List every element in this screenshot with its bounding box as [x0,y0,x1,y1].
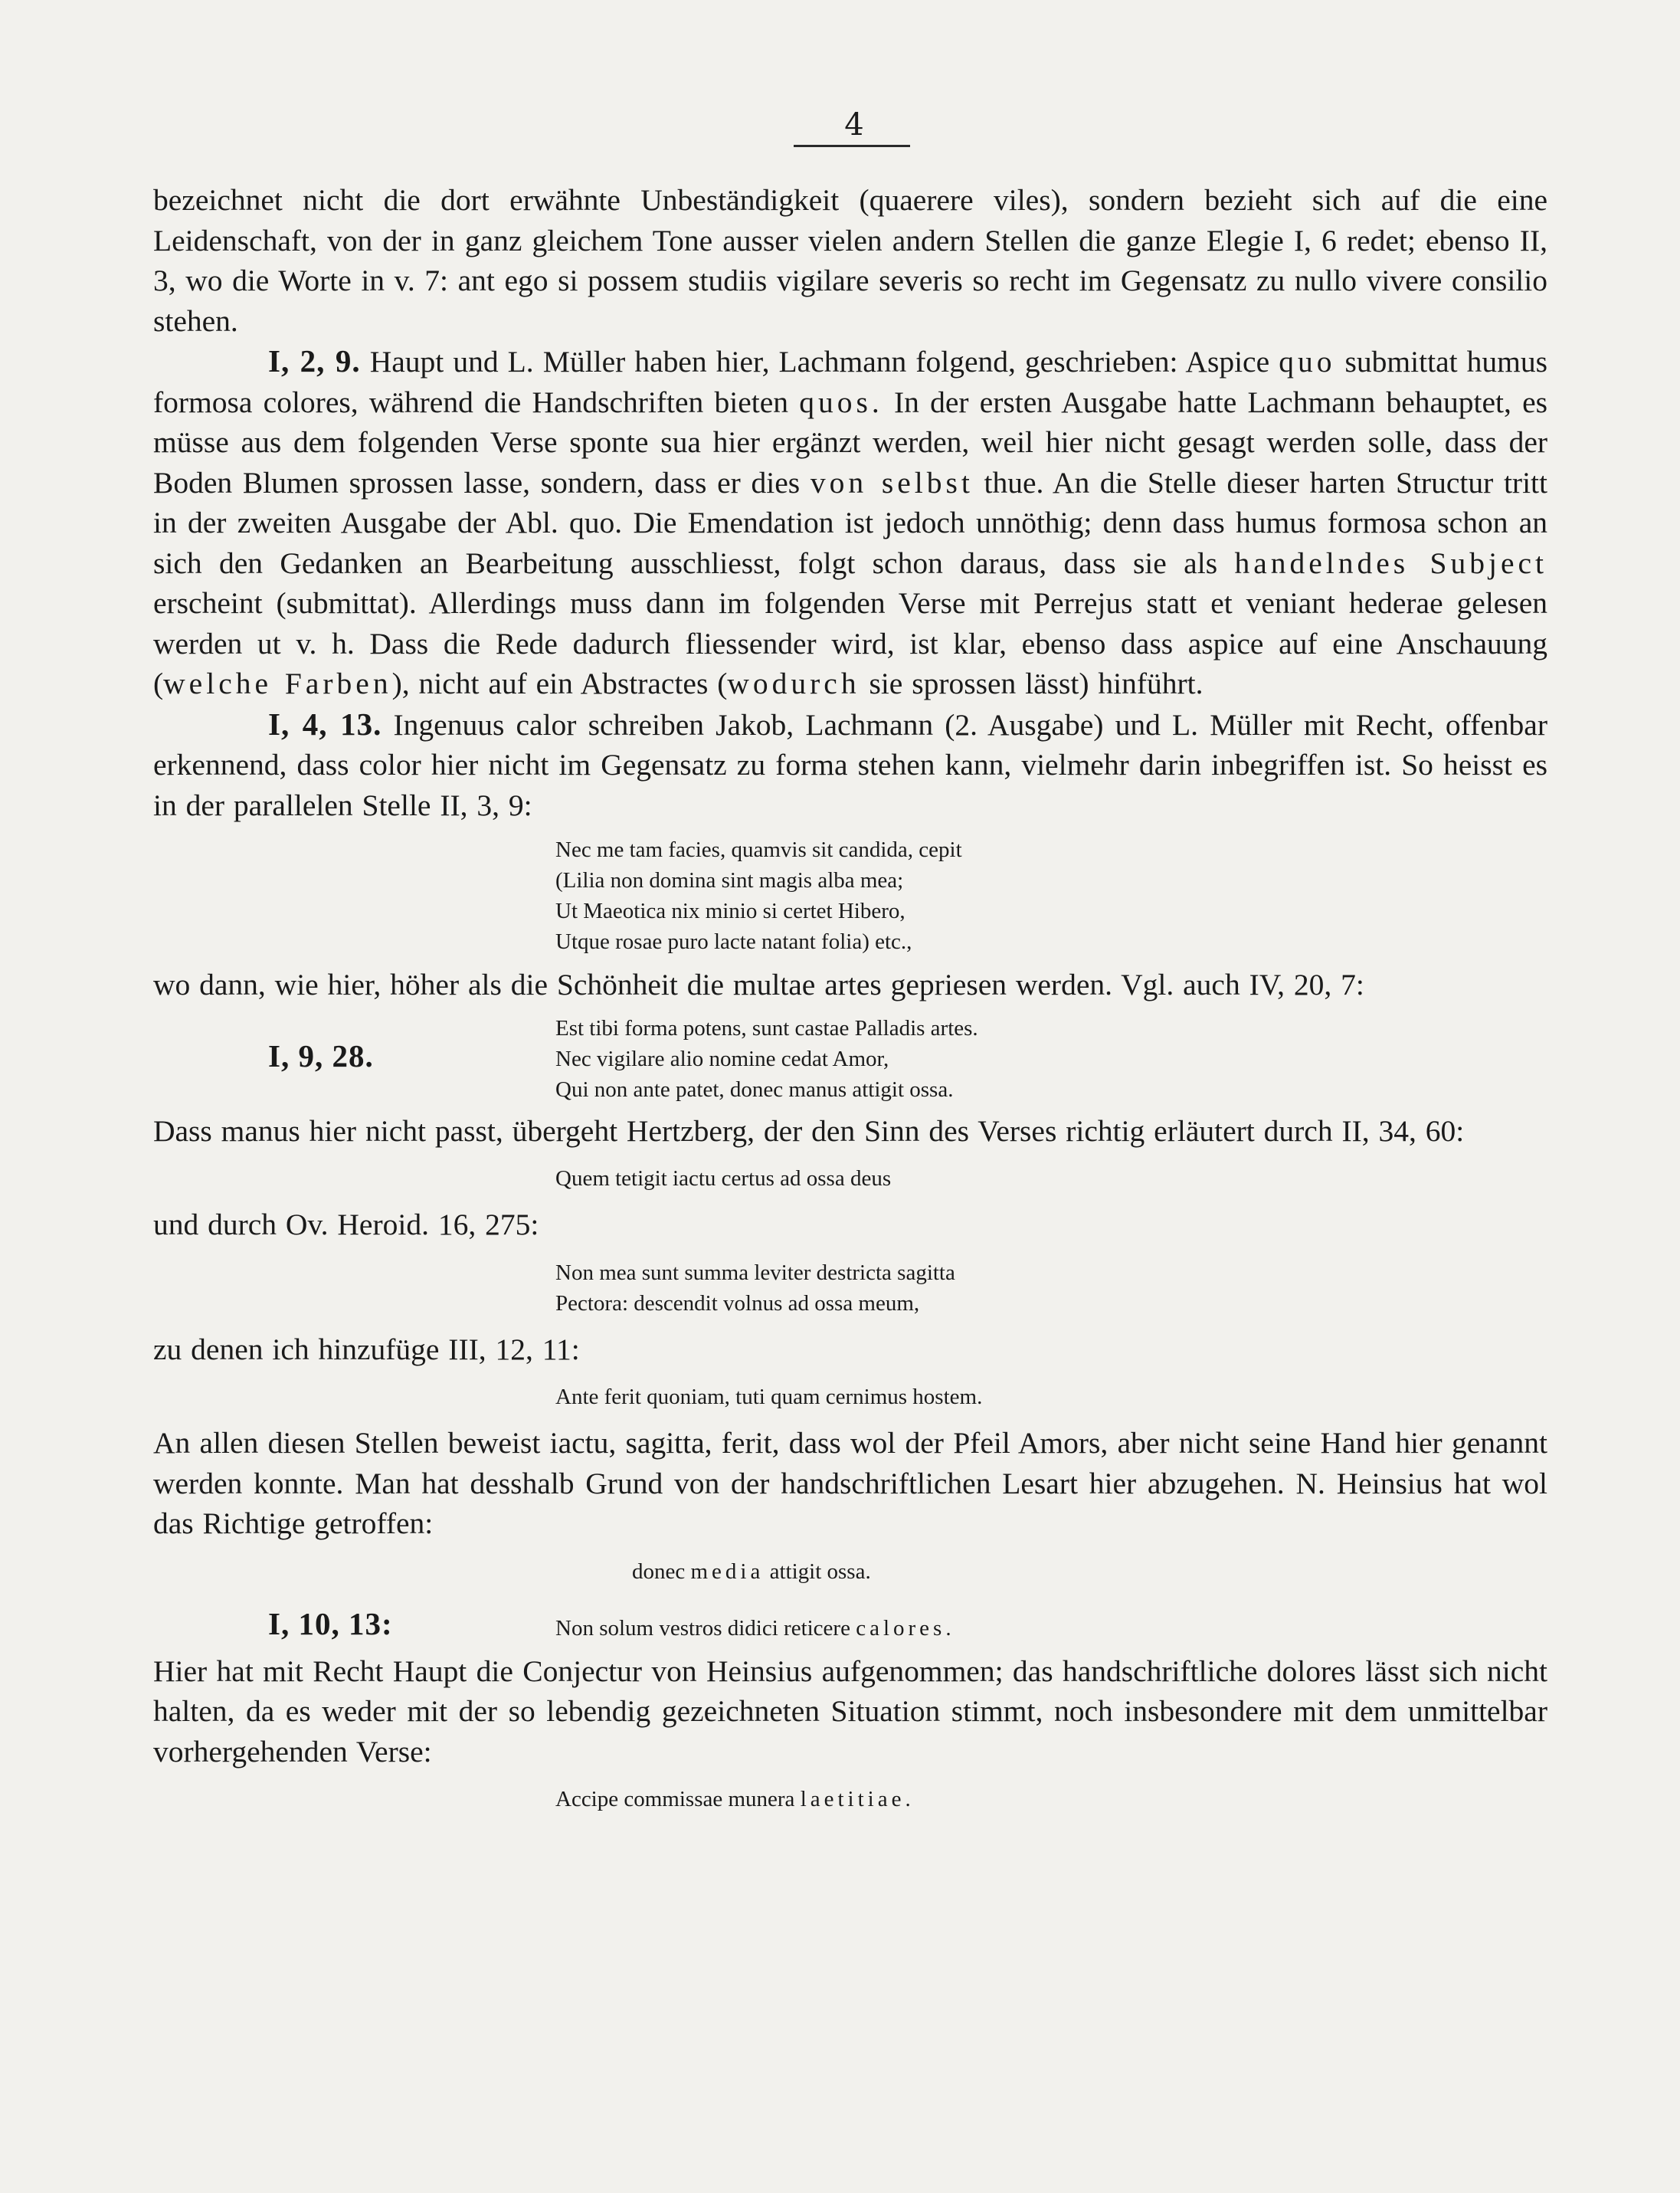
paragraph-text: submittat humus formosa colores, während die Handschriften bieten [153,345,1548,419]
paragraph-text: Hier hat mit Recht Haupt die Conjectur von Heinsius aufgenommen; das handschriftliche dolores lässt sich nicht halten, da es weder mit der so lebendig gezeichneten Situation stimmt, noch insbesondere mit dem unmittelbar vorhergehenden Verse: [153,1654,1547,1768]
verse-reference: I, 9, 28. [268,1037,374,1074]
quotation-block [153,1257,1547,1319]
spaced-emphasis: wodurch [727,667,860,700]
quotation-block [153,1556,1547,1587]
quotation-block [153,1784,1547,1814]
paragraph-text: zu denen ich hinzufüge III, 12, 11: [153,1332,580,1366]
paragraph-text: Haupt und L. Müller haben hier, Lachmann folgend, geschrieben: Aspice [369,345,1279,379]
spaced-emphasis: calores. [856,1615,955,1641]
verse-reference: I, 10, 13: [268,1605,393,1641]
paragraph-i-4-13 [153,704,1547,826]
quotation-line: Ut Maeotica nix minio si certet Hibero, [555,899,905,923]
quotation-text: attigit ossa. [764,1559,871,1584]
spaced-emphasis: quos. [799,385,883,419]
quotation-line [153,1784,1547,1814]
paragraph-text: wo dann, wie hier, höher als die Schönheit die multae artes gepriesen werden. Vgl. auch IV, 20, 7: [153,968,1364,1001]
paragraph-text: und durch Ov. Heroid. 16, 275: [153,1208,539,1241]
quotation-block-with-reference [153,1013,1547,1105]
quotation-line: Qui non ante patet, donec manus attigit ossa. [555,1077,954,1102]
quotation-line: Non mea sunt summa leviter destricta sagitta [555,1260,955,1285]
body-text [153,180,1547,1825]
quotation-line: Nec me tam facies, quamvis sit candida, cepit [555,838,962,862]
paragraph-text: sie sprossen lässt) hinführt. [860,667,1204,700]
quotation-text: Non solum vestros didici reticere [555,1615,856,1641]
paragraph-text: Ingenuus calor schreiben Jakob, Lachmann (2. Ausgabe) und L. Müller mit Recht, offenbar erkennend, dass color hier nicht im Gegensatz zu forma stehen kann, vielmehr darin inbegriffen ist. So heisst es in der parallelen Stelle II, 3, 9: [153,707,1547,822]
quotation-line: (Lilia non domina sint magis alba mea; [555,868,904,893]
quotation-line: Ante ferit quoniam, tuti quam cernimus hostem. [555,1385,983,1409]
spaced-emphasis: von selbst [810,465,974,500]
quotation-block [153,1382,1547,1412]
quotation-block [153,834,1547,957]
page-number: 4 [844,107,864,143]
paragraph-text: In der ersten Ausgabe hatte Lachmann behauptet, es müsse aus dem folgenden Verse sponte sua hier ergänzt werden, weil hier nicht gesagt werden solle, dass der Boden Blumen sprossen lasse, sondern, dass er dies [153,385,1547,500]
spaced-emphasis: quo [1279,345,1336,379]
paragraph-text: thue. An die Stelle dieser harten Structur tritt in der zweiten Ausgabe der Abl. quo. Die Emendation ist jedoch unnöthig; denn dass humus formosa schon an sich den Gedanken an Bearbeitung ausschliesst, folgt schon daraus, dass sie als [153,465,1547,580]
quotation-line: Nec vigilare alio nomine cedat Amor, [555,1046,889,1071]
quotation-line [153,1556,1547,1587]
paragraph-text: erscheint (submittat). Allerdings muss dann im folgenden Verse mit Perrejus statt et veniant hederae gelesen werden ut v. h. Dass die Rede dadurch fliessender wird, ist klar, ebenso dass aspice auf eine Anschauung ( [153,586,1547,700]
spaced-emphasis: handelndes Subject [1234,546,1547,580]
quotation-line: Pectora: descendit volnus ad ossa meum, [555,1290,920,1316]
quotation-block [153,1163,1547,1194]
quotation-line: Est tibi forma potens, sunt castae Palladis artes. [555,1015,978,1041]
spaced-emphasis: laetitiae. [800,1787,915,1811]
paragraph-i-2-9 [153,341,1547,704]
paragraph-text: ), nicht auf ein Abstractes ( [391,667,728,700]
paragraph-continuation: bezeichnet nicht die dort erwähnte Unbeständigkeit (quaerere viles), sondern bezieht sich auf die eine Leidenschaft, von der in ganz gleichem Tone ausser vielen andern Stellen die ganze Elegie I, 6 redet; ebenso II, 3, wo die Worte in v. 7: ant ego si possem studiis vigilare severis so recht im Gegensatz zu nullo vivere consilio stehen. [153,183,1547,338]
quotation-block-with-reference [153,1604,1547,1644]
quotation-text: Accipe commissae munera [555,1787,801,1811]
paragraph-text: Dass manus hier nicht passt, übergeht Hertzberg, der den Sinn des Verses richtig erläutert durch II, 34, 60: [153,1113,1465,1148]
page-number-rule [794,145,910,147]
quotation-line: Utque rosae puro lacte natant folia) etc., [555,929,912,954]
quotation-line: Quem tetigit iactu certus ad ossa deus [555,1166,892,1191]
spaced-emphasis: welche Farben [163,667,392,700]
spaced-emphasis: media [690,1559,765,1584]
quotation-text: donec [632,1559,691,1584]
verse-reference: I, 4, 13. [268,706,382,742]
paragraph-text: An allen diesen Stellen beweist iactu, sagitta, ferit, dass wol der Pfeil Amors, aber nicht seine Hand hier genannt werden konnte. Man hat desshalb Grund von der handschriftlichen Lesart hier abzugehen. N. Heinsius hat wol das Richtige getroffen: [153,1426,1547,1540]
verse-reference: I, 2, 9. [268,343,361,379]
